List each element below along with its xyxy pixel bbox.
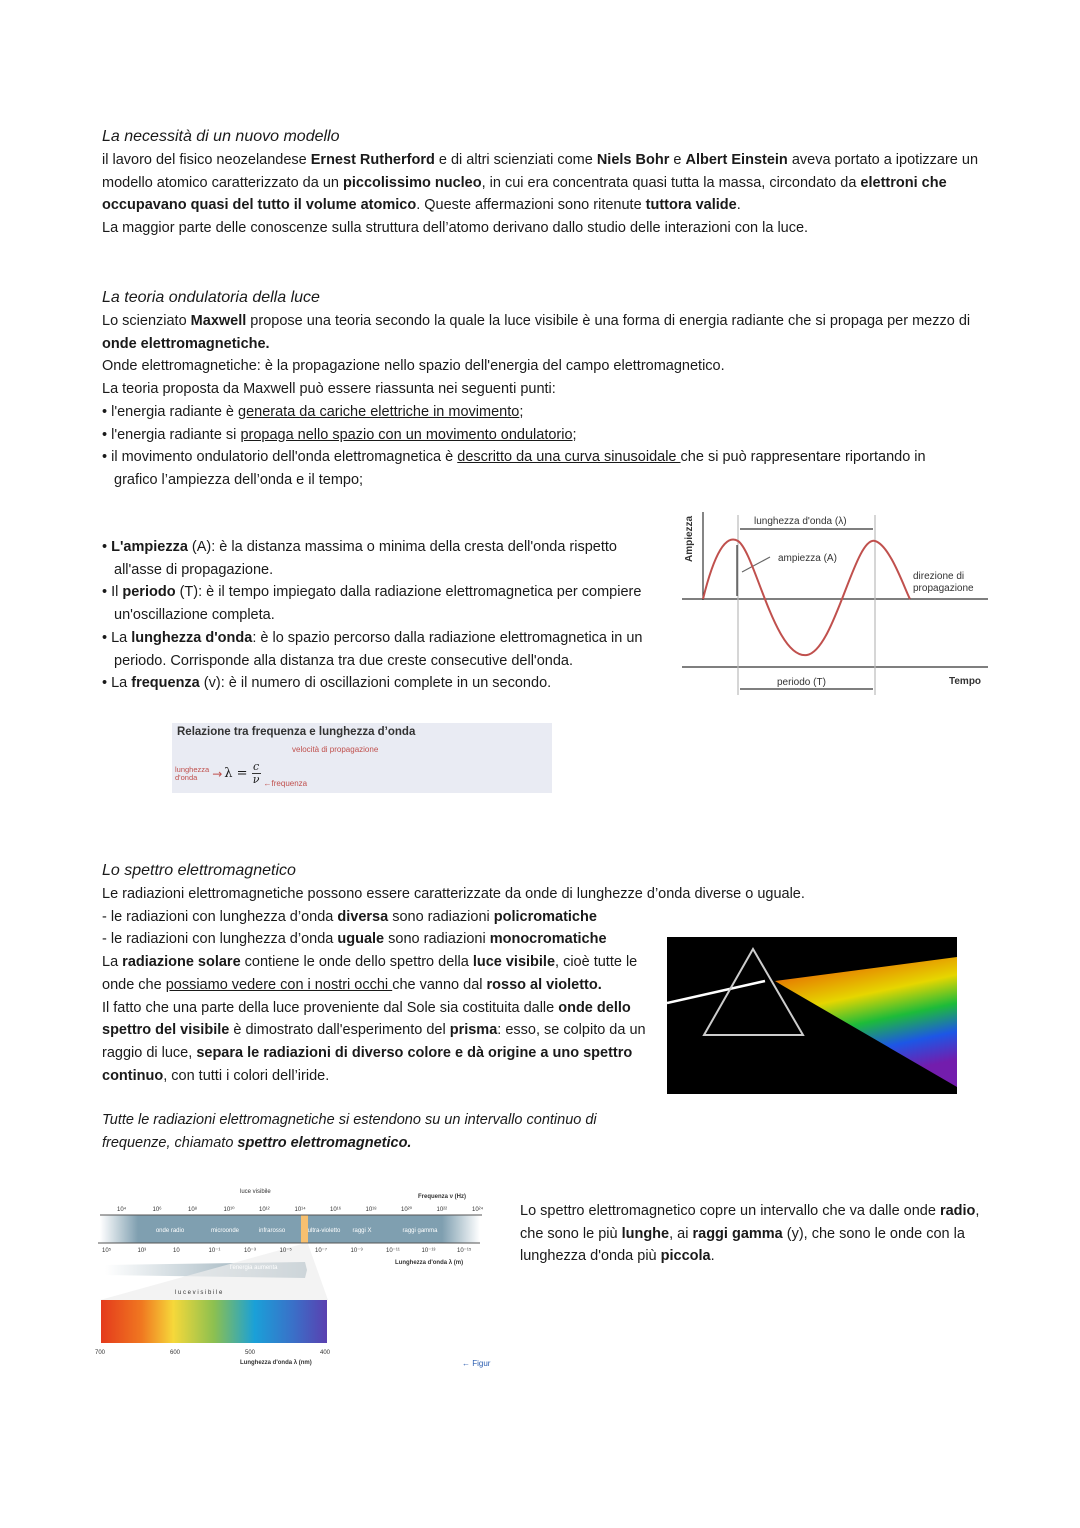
heading: La teoria ondulatoria della luce [102, 289, 320, 306]
wavelength-tick: 10⁻¹³ [421, 1248, 436, 1254]
formula-title: Relazione tra frequenza e lunghezza d’onda [177, 726, 416, 738]
paragraph: Lo scienziato Maxwell propose una teoria secondo la quale la luce visibile è una forma di energia radiante che si propaga per mezzo di onde elettromagnetiche. [102, 313, 971, 352]
wavelength-tick: 10⁻³ [244, 1248, 256, 1254]
energy-arrow-label: l'energia aumenta [230, 1265, 278, 1271]
amplitude-label: ampiezza (A) [778, 553, 837, 564]
italic-paragraph: Tutte le radiazioni elettromagnetiche si estendono su un intervallo continuo di frequenze, chiamato spettro elettromagnetico. [102, 1112, 597, 1152]
definition: • La lunghezza d'onda: è lo spazio percorso dalla radiazione elettromagnetica in un periodo. Corrisponde alla distanza tra due creste consecutive dell'onda. [102, 629, 643, 669]
direction-label-2: propagazione [913, 583, 974, 594]
wavelength-tick: 10⁻⁷ [315, 1248, 328, 1254]
frequency-tick: 10¹⁸ [365, 1207, 377, 1213]
frequency-tick: 10¹² [259, 1207, 270, 1213]
section-wave-theory [102, 286, 972, 492]
nm-tick: 400 [320, 1350, 331, 1356]
prism-image [667, 937, 957, 1094]
wave-diagram [670, 500, 1000, 700]
band-label: onde radio [155, 1228, 185, 1234]
wavelength-tick: 10 [173, 1248, 180, 1254]
frequency-tick: 10¹⁰ [223, 1207, 235, 1213]
formula-lhs: λ = [224, 766, 248, 781]
nm-tick: 600 [170, 1350, 181, 1356]
list-item: - le radiazioni con lunghezza d’onda uguale sono radiazioni monocromatiche [102, 931, 607, 948]
speed-label: velocità di propagazione [292, 745, 379, 754]
frequency-tick: 10¹⁴ [294, 1207, 306, 1213]
visible-spectrum-bar [101, 1300, 327, 1343]
wavelength-tick: 10⁻¹⁵ [457, 1248, 472, 1254]
wavelength-note: lunghezza d'onda [175, 764, 210, 782]
paragraph: Il fatto che una parte della luce proveniente dal Sole sia costituita dalle onde dello spettro del visibile è dimostrato dall'esperimento del prisma: esso, se colpito da un raggio di luce, separa le radiazioni di diverso colore e dà origine a uno spettro continuo, con tutti i colori dell’iride. [102, 999, 646, 1084]
wavelength-tick: 10⁻⁵ [279, 1248, 292, 1254]
wavelength-tick: 10⁻⁹ [350, 1248, 363, 1254]
direction-label: direzione di [913, 571, 965, 582]
wavelength-axis-label: Lunghezza d'onda λ (m) [395, 1260, 464, 1266]
spectrum-summary: Lo spettro elettromagnetico copre un intervallo che va dalle onde radio, che sono le più lunghe, ai raggi gamma (y), che sono le onde con la lunghezza d'onda più piccola. [520, 1203, 980, 1265]
wavelength-tick: 10³ [137, 1248, 147, 1254]
formula-box [172, 723, 552, 793]
frequency-tick: 10²⁴ [472, 1207, 484, 1213]
band-label: microonde [210, 1228, 240, 1234]
band-label: infrarosso [258, 1228, 286, 1234]
definition: • La frequenza (v): è il numero di oscillazioni complete in un secondo. [102, 675, 552, 692]
section-new-model [102, 125, 982, 240]
definition: • Il periodo (T): è il tempo impiegato dalla radiazione elettromagnetica per compiere un'oscillazione completa. [102, 584, 642, 624]
x-axis-label: Tempo [949, 676, 982, 687]
definition: • L'ampiezza (A): è la distanza massima o minima della cresta dell'onda rispetto all'asse di propagazione. [102, 539, 617, 578]
wavelength-tick: 10⁻¹¹ [386, 1248, 400, 1254]
list-item: - le radiazioni con lunghezza d’onda diversa sono radiazioni policromatiche [102, 908, 597, 925]
arrow-icon: → [212, 766, 223, 781]
wavelength-tick: 10⁵ [102, 1248, 112, 1254]
paragraph: La teoria proposta da Maxwell può essere riassunta nei seguenti punti: [102, 381, 556, 398]
figure-reference: ← Figur [462, 1359, 491, 1368]
paragraph: La radiazione solare contiene le onde dello spettro della luce visibile, cioè tutte le onde che possiamo vedere con i nostri occhi che vanno dal rosso al violetto. [102, 954, 638, 993]
frequency-tick: 10²² [436, 1207, 448, 1213]
band-label: raggi X [352, 1228, 372, 1234]
nm-tick: 700 [95, 1350, 106, 1356]
band-label: ultra-violetto [307, 1228, 341, 1234]
bullet: • il movimento ondulatorio dell'onda elettromagnetica è descritto da una curva sinusoidale che si può rappresentare riportando in grafico l’ampiezza dell’onda e il tempo; [102, 449, 926, 488]
band-label: raggi gamma [402, 1228, 438, 1234]
wavelength-label: lunghezza d'onda (λ) [754, 516, 847, 527]
paragraph: Le radiazioni elettromagnetiche possono essere caratterizzate da onde di lunghezze d’onda diverse o uguale. [102, 886, 805, 902]
wave-definitions [102, 536, 657, 695]
wavelength-tick: 10⁻¹ [208, 1248, 221, 1254]
period-label: periodo (T) [777, 677, 826, 688]
frequency-tick: 10⁴ [117, 1207, 127, 1213]
frequency-axis-label: Frequenza ν (Hz) [418, 1194, 467, 1200]
paragraph: La maggior parte delle conoscenze sulla struttura dell’atomo derivano dallo studio delle interazioni con la luce. [102, 220, 809, 237]
heading: Lo spettro elettromagnetico [102, 862, 296, 879]
fraction: $\frac{c}{\nu}$ [252, 760, 260, 786]
formula [175, 761, 307, 786]
visible-light-heading: l u c e v i s i b i l e [175, 1290, 223, 1296]
em-spectrum-figure [90, 1180, 510, 1380]
frequency-tick: 10¹⁶ [330, 1207, 342, 1213]
heading: La necessità di un nuovo modello [102, 128, 340, 145]
section-spectrum [102, 859, 805, 1155]
bullet: • l'energia radiante è generata da cariche elettriche in movimento; [102, 403, 524, 420]
visible-light-label: luce visibile [240, 1189, 271, 1195]
frequency-tick: 10⁸ [188, 1207, 198, 1213]
frequency-tick: 10²⁰ [401, 1207, 413, 1213]
bullet: • l'energia radiante si propaga nello spazio con un movimento ondulatorio; [102, 426, 577, 443]
paragraph: il lavoro del fisico neozelandese Ernest Rutherford e di altri scienziati come Niels Bohr e Albert Einstein aveva portato a ipotizzare un modello atomico caratterizzato da un piccolissimo nucleo, in cui era concentrata quasi tutta la massa, circondato da elettroni che occupavano quasi del tutto il volume atomico. Queste affermazioni sono ritenute tuttora valide. [102, 152, 979, 214]
freq-note: ←frequenza [263, 779, 308, 788]
frequency-tick: 10⁶ [152, 1207, 162, 1213]
paragraph: Onde elettromagnetiche: è la propagazione nello spazio dell'energia del campo elettromagnetico. [102, 358, 725, 375]
nm-tick: 500 [245, 1350, 256, 1356]
nm-axis-label: Lunghezza d'onda λ (nm) [240, 1360, 312, 1366]
y-axis-label: Ampiezza [684, 515, 695, 562]
